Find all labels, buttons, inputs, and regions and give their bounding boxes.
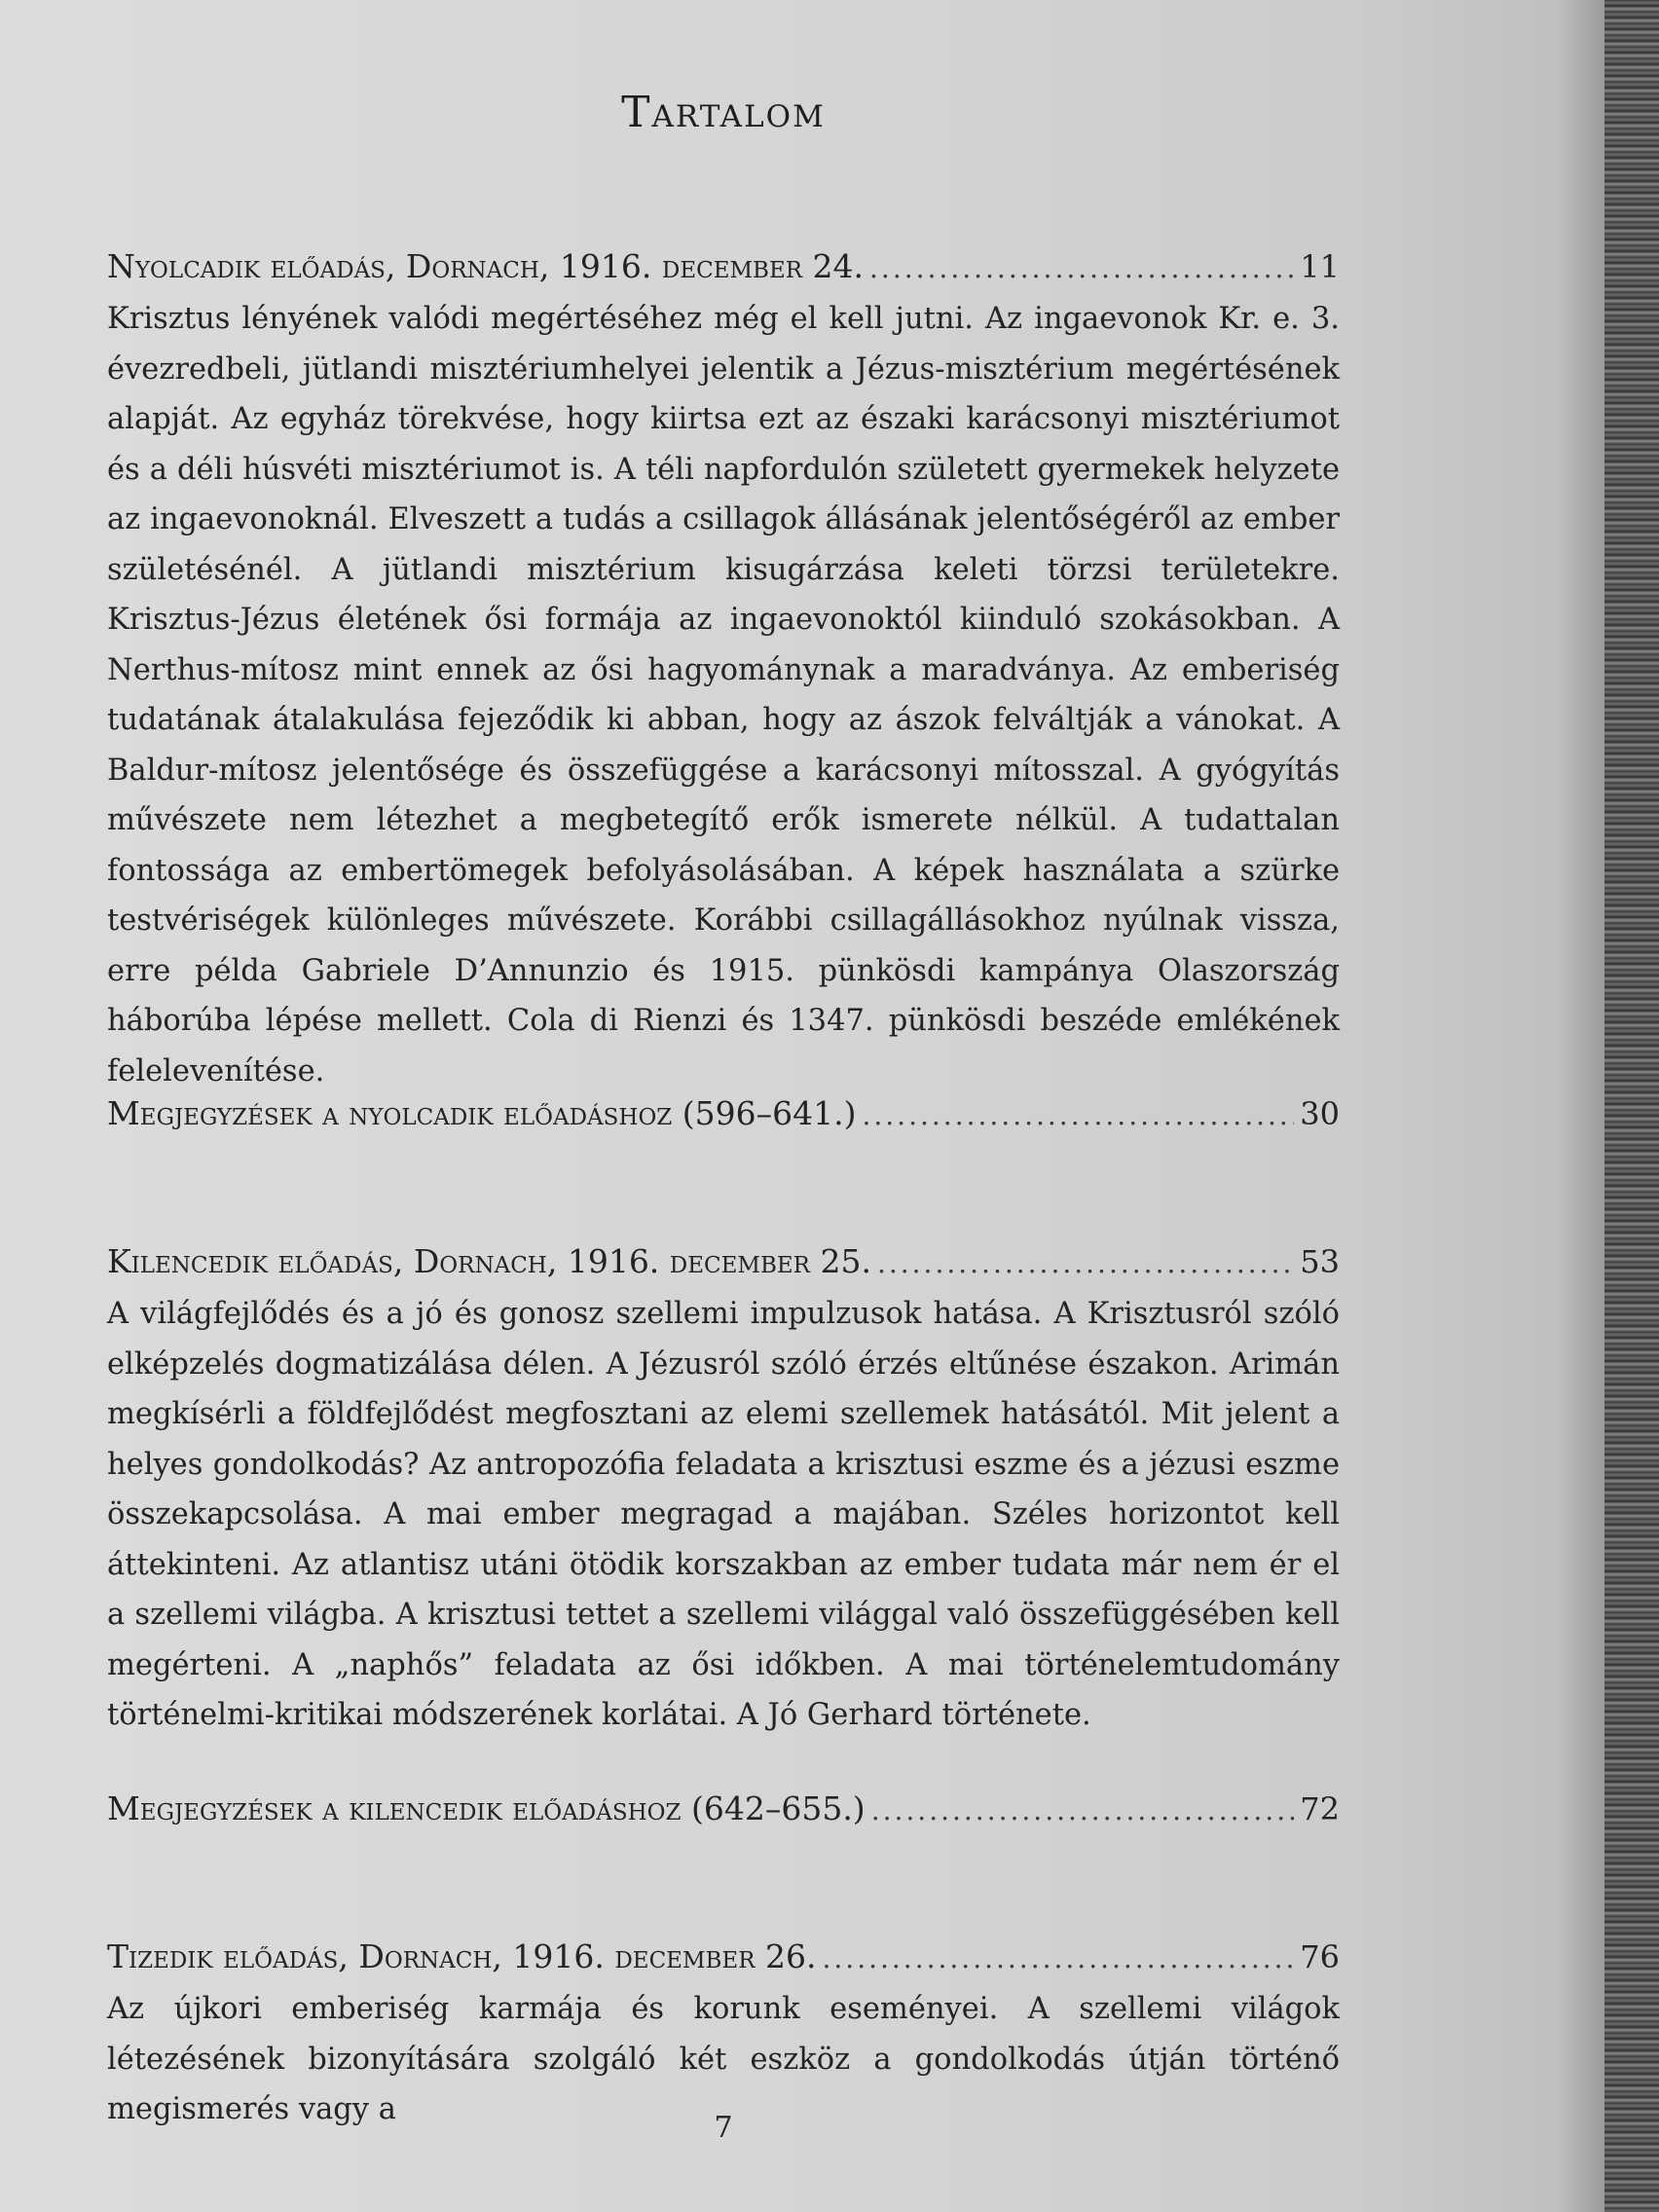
toc-heading: Tizedik előadás, Dornach, 1916. december 26. xyxy=(107,1937,817,1975)
page-gutter-shadow xyxy=(1558,0,1604,2212)
toc-page-number: 76 xyxy=(1300,1938,1340,1975)
toc-entry xyxy=(107,241,1340,1096)
toc-heading: Nyolcadik előadás, Dornach, 1916. december 24. xyxy=(107,247,865,285)
toc-heading: Megjegyzések a kilencedik előadáshoz (642–655.) xyxy=(107,1789,866,1827)
toc-heading-line[interactable] xyxy=(107,1236,1340,1289)
toc-heading-line[interactable] xyxy=(107,1088,1340,1141)
toc-summary: A világfejlődés és a jó és gonosz szellemi impulzusok hatása. A Krisztusról szóló elképzelés dogmatizálása délen. A Jézusról szóló érzés eltűnése északon. Arimán megkísérli a földfejlődést megfosztani az elemi szellemek hatásától. Mit jelent a helyes gondolkodás? Az antropozófia feladata a krisztusi eszme és a jézusi eszme összekapcsolása. A mai ember megragad a majában. Széles horizontot kell áttekinteni. Az atlantisz utáni ötödik korszakban az ember tudata már nem ér el a szellemi világba. A krisztusi tettet a szellemi világgal való összefüggésében kell megérteni. A „naphős” feladata az ősi időkben. A mai történelemtudomány történelmi-kritikai módszerének korlátai. A Jó Gerhard története. xyxy=(107,1297,1340,1732)
dot-leader xyxy=(862,1090,1294,1141)
dot-leader xyxy=(869,243,1294,294)
toc-heading: Megjegyzések a nyolcadik előadáshoz (596–641.) xyxy=(107,1094,857,1132)
toc-entry xyxy=(107,1932,1340,2135)
toc-heading-line[interactable] xyxy=(107,1932,1340,1984)
dot-leader xyxy=(871,1786,1295,1836)
toc-page-number: 30 xyxy=(1300,1095,1340,1132)
page-title: Tartalom xyxy=(621,88,826,137)
toc-entry xyxy=(107,1088,1340,1141)
toc-heading-line[interactable] xyxy=(107,241,1340,294)
toc-summary: Krisztus lényének valódi megértéséhez még el kell jutni. Az ingaevonok Kr. e. 3. évezredbeli, jütlandi misztériumhelyei jelentik a Jézus-misztérium megértésének alapját. Az egyház törekvése, hogy kiirtsa ezt az északi karácsonyi misztériumot és a déli húsvéti misztériumot is. A téli napfordulón született gyermekek helyzete az ingaevonoknál. Elveszett a tudás a csillagok állásának jelentőségéről az ember születésénél. A jütlandi misztérium kisugárzása keleti törzsi területekre. Krisztus-Jézus életének ősi formája az ingaevonoktól kiinduló szokásokban. A Nerthus-mítosz mint ennek az ősi hagyománynak a maradványa. Az emberiség tudatának átalakulása fejeződik ki abban, hogy az ászok felváltják a vánokat. A Baldur-mítosz jelentősége és összefüggése a karácsonyi mítosszal. A gyógyítás művészete nem létezhet a megbetegítő erők ismerete nélkül. A tudattalan fontossága az embertömegek befolyásolásában. A képek használata a szürke testvériségek különleges művészete. Korábbi csillagállásokhoz nyúlnak vissza, erre példa Gabriele D’Annunzio és 1915. pünkösdi kampánya Olaszország háborúba lépése mellett. Cola di Rienzi és 1347. pünkösdi beszéde emlékének felelevenítése. xyxy=(107,302,1340,1088)
page-number: 7 xyxy=(714,2111,733,2145)
toc-page-number: 11 xyxy=(1300,248,1340,285)
toc-page-number: 53 xyxy=(1300,1243,1340,1280)
toc-heading-line[interactable] xyxy=(107,1784,1340,1836)
dot-leader xyxy=(823,1934,1295,1984)
toc-page-number: 72 xyxy=(1300,1790,1340,1827)
toc-heading: Kilencedik előadás, Dornach, 1916. december 25. xyxy=(107,1242,871,1280)
dot-leader xyxy=(877,1238,1294,1289)
toc-summary: Az újkori emberiség karmája és korunk eseményei. A szellemi világok létezésének bizonyítására szolgáló két eszköz a gondolkodás útján történő megismerés vagy a xyxy=(107,1992,1340,2126)
toc-entry xyxy=(107,1236,1340,1741)
book-edge xyxy=(1604,0,1659,2212)
toc-entry xyxy=(107,1784,1340,1836)
